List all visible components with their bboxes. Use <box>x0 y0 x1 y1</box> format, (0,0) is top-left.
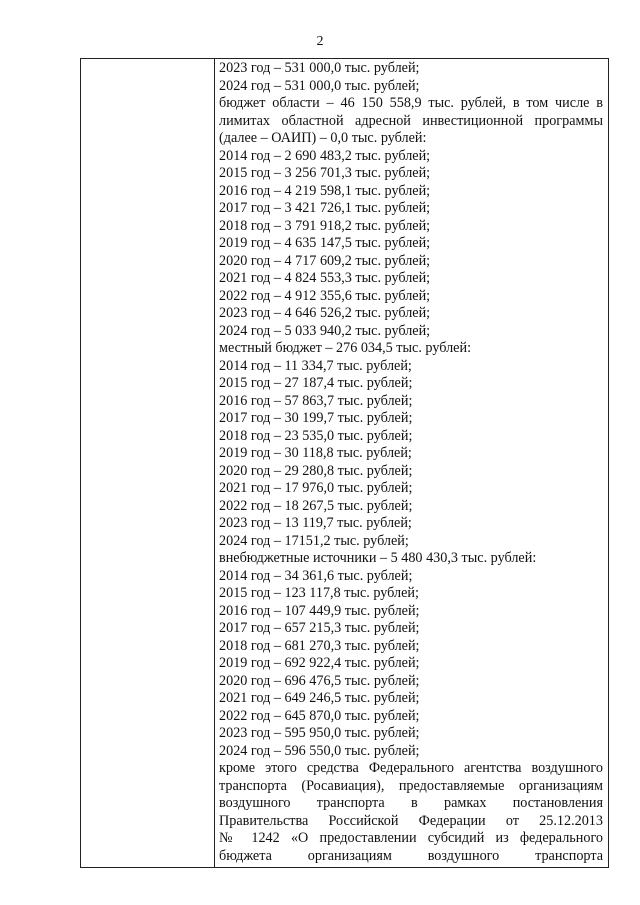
text-line: 2014 год – 2 690 483,2 тыс. рублей; <box>219 147 431 164</box>
text-line: 2024 год – 17151,2 тыс. рублей; <box>219 532 409 549</box>
text-line: 2024 год – 596 550,0 тыс. рублей; <box>219 742 420 759</box>
text-line: 2018 год – 681 270,3 тыс. рублей; <box>219 637 420 654</box>
text-line: 2021 год – 649 246,5 тыс. рублей; <box>219 690 420 706</box>
text-line: 2014 год – 34 361,6 тыс. рублей; <box>219 567 413 584</box>
text-line: 2024 год – 5 033 940,2 тыс. рублей; <box>219 322 431 339</box>
text-line: 2023 год – 4 646 526,2 тыс. рублей; <box>219 305 431 321</box>
text-line: 2021 год – 4 824 553,3 тыс. рублей; <box>219 270 431 286</box>
text-line: 2020 год – 696 476,5 тыс. рублей; <box>219 672 420 689</box>
text-line: 2019 год – 692 922,4 тыс. рублей; <box>219 655 420 671</box>
text-line: 2017 год – 30 199,7 тыс. рублей; <box>219 410 413 426</box>
text-line: 2019 год – 30 118,8 тыс. рублей; <box>219 445 412 461</box>
text-line: воздушного транспорта в рамках постановления <box>219 795 603 811</box>
text-line: 2015 год – 123 117,8 тыс. рублей; <box>219 585 419 601</box>
table-left-column <box>81 59 215 867</box>
text-line: Правительства Российской Федерации от 25.12.2013 <box>219 812 603 829</box>
table-right-column <box>219 60 603 865</box>
text-line: внебюджетные источники – 5 480 430,3 тыс. рублей: <box>219 550 537 566</box>
text-line: 2019 год – 4 635 147,5 тыс. рублей; <box>219 235 431 251</box>
text-line: 2017 год – 657 215,3 тыс. рублей; <box>219 620 420 636</box>
text-line: 2016 год – 57 863,7 тыс. рублей; <box>219 392 413 409</box>
text-line: 2016 год – 107 449,9 тыс. рублей; <box>219 602 420 619</box>
text-line: бюджет области – 46 150 558,9 тыс. рублей, в том числе в <box>219 95 603 111</box>
text-line: 2023 год – 13 119,7 тыс. рублей; <box>219 515 412 531</box>
text-line: 2021 год – 17 976,0 тыс. рублей; <box>219 480 413 496</box>
text-line: 2023 год – 595 950,0 тыс. рублей; <box>219 725 420 741</box>
text-line: транспорта (Росавиация), предоставляемые организациям <box>219 777 603 794</box>
text-line: бюджета организациям воздушного транспорта <box>219 847 603 864</box>
text-line: 2014 год – 11 334,7 тыс. рублей; <box>219 357 412 374</box>
page-number: 2 <box>316 34 324 49</box>
text-line: (далее – ОАИП) – 0,0 тыс. рублей: <box>219 130 427 146</box>
text-line: 2023 год – 531 000,0 тыс. рублей; <box>219 60 420 76</box>
text-line: 2024 год – 531 000,0 тыс. рублей; <box>219 77 420 94</box>
text-line: 2022 год – 4 912 355,6 тыс. рублей; <box>219 287 431 304</box>
text-line: 2020 год – 29 280,8 тыс. рублей; <box>219 462 413 479</box>
text-line: 2020 год – 4 717 609,2 тыс. рублей; <box>219 252 431 269</box>
text-line: лимитах областной адресной инвестиционной программы <box>219 112 603 129</box>
text-line: 2018 год – 3 791 918,2 тыс. рублей; <box>219 217 431 234</box>
text-line: 2022 год – 645 870,0 тыс. рублей; <box>219 707 420 724</box>
text-line: местный бюджет – 276 034,5 тыс. рублей: <box>219 340 472 356</box>
text-line: 2017 год – 3 421 726,1 тыс. рублей; <box>219 200 431 216</box>
text-line: № 1242 «О предоставлении субсидий из федерального <box>219 830 603 846</box>
text-line: 2022 год – 18 267,5 тыс. рублей; <box>219 497 413 514</box>
text-line: 2016 год – 4 219 598,1 тыс. рублей; <box>219 182 431 199</box>
text-line: 2018 год – 23 535,0 тыс. рублей; <box>219 427 413 444</box>
text-line: 2015 год – 3 256 701,3 тыс. рублей; <box>219 165 431 181</box>
text-line: 2015 год – 27 187,4 тыс. рублей; <box>219 375 413 391</box>
document-table <box>80 58 609 868</box>
text-line: кроме этого средства Федерального агентства воздушного <box>219 760 603 776</box>
